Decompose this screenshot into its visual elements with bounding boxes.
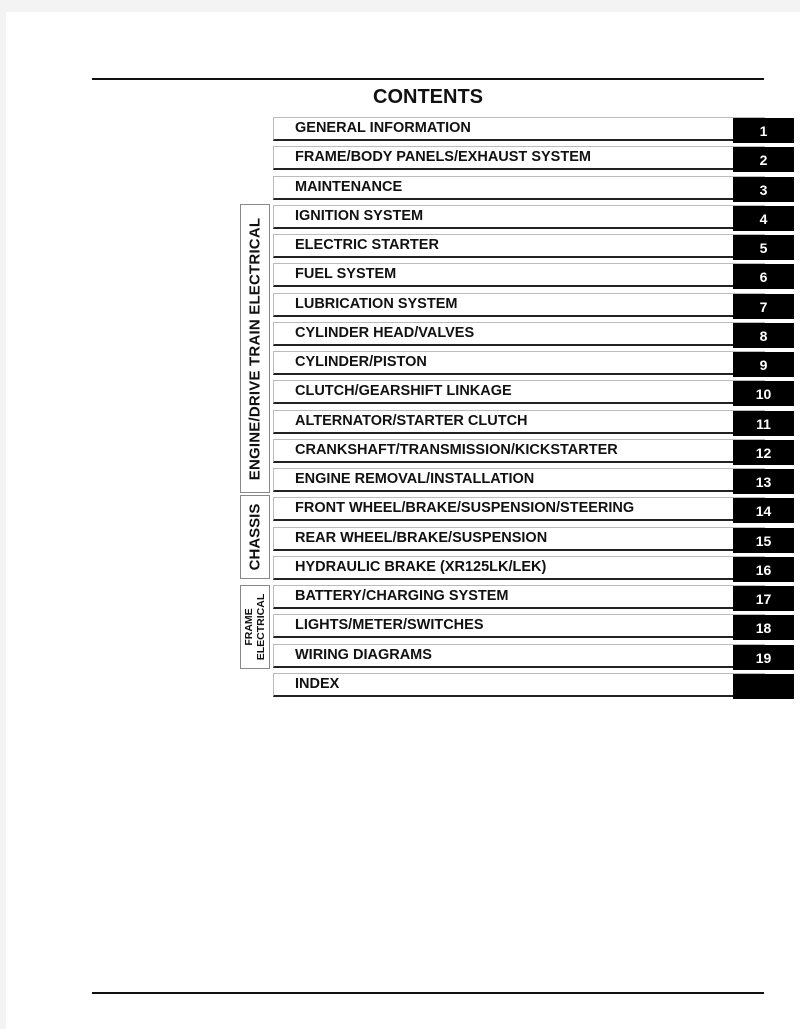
section-title: CYLINDER HEAD/VALVES <box>295 325 475 341</box>
section-number-tab[interactable]: 13 <box>733 469 794 494</box>
toc-row[interactable] <box>273 293 765 317</box>
section-title: REAR WHEEL/BRAKE/SUSPENSION <box>295 530 548 546</box>
toc-row[interactable] <box>273 410 765 434</box>
section-title: GENERAL INFORMATION <box>295 120 471 136</box>
toc-row[interactable] <box>273 205 765 229</box>
toc-row[interactable] <box>273 234 765 258</box>
section-number-tab[interactable]: 10 <box>733 381 794 406</box>
group-engine-drive-train <box>240 204 270 493</box>
section-number-tab[interactable]: 1 <box>733 118 794 143</box>
section-title: CRANKSHAFT/TRANSMISSION/KICKSTARTER <box>295 442 618 458</box>
section-number-tab[interactable]: 9 <box>733 352 794 377</box>
group-label-frame: FRAME <box>243 608 255 646</box>
section-number-tab[interactable]: 7 <box>733 294 794 319</box>
section-number-tab[interactable]: 2 <box>733 147 794 172</box>
section-number-tab[interactable]: 8 <box>733 323 794 348</box>
section-title: FRAME/BODY PANELS/EXHAUST SYSTEM <box>295 149 591 165</box>
section-number-tab[interactable] <box>733 674 794 699</box>
section-number-tab[interactable]: 14 <box>733 498 794 523</box>
toc-row[interactable] <box>273 322 765 346</box>
bottom-rule <box>92 992 764 994</box>
toc-row[interactable] <box>273 556 765 580</box>
section-title: LUBRICATION SYSTEM <box>295 296 458 312</box>
section-number-tab[interactable]: 4 <box>733 206 794 231</box>
toc-row[interactable] <box>273 263 765 287</box>
section-title: BATTERY/CHARGING SYSTEM <box>295 588 509 604</box>
section-title: FUEL SYSTEM <box>295 266 397 282</box>
toc-row[interactable] <box>273 380 765 404</box>
section-title: ALTERNATOR/STARTER CLUTCH <box>295 413 528 429</box>
group-label-electrical: ELECTRICAL <box>255 593 267 661</box>
group-frame-electrical <box>240 585 270 669</box>
toc-row[interactable] <box>273 644 765 668</box>
group-label-engine: ENGINE/DRIVE TRAIN ELECTRICAL <box>246 217 264 480</box>
toc-row[interactable] <box>273 439 765 463</box>
section-title: WIRING DIAGRAMS <box>295 647 432 663</box>
page-title: CONTENTS <box>373 86 483 108</box>
group-label-chassis: CHASSIS <box>246 503 264 571</box>
section-title: MAINTENANCE <box>295 179 403 195</box>
toc-row[interactable] <box>273 585 765 609</box>
section-number-tab[interactable]: 19 <box>733 645 794 670</box>
section-title: FRONT WHEEL/BRAKE/SUSPENSION/STEERING <box>295 500 635 516</box>
section-number-tab[interactable]: 17 <box>733 586 794 611</box>
section-title: INDEX <box>295 676 340 692</box>
toc-row[interactable] <box>273 614 765 638</box>
section-title: ELECTRIC STARTER <box>295 237 439 253</box>
toc-row[interactable] <box>273 117 765 141</box>
section-number-tab[interactable]: 3 <box>733 177 794 202</box>
section-number-tab[interactable]: 5 <box>733 235 794 260</box>
section-number-tab[interactable]: 11 <box>733 411 794 436</box>
section-number-tab[interactable]: 18 <box>733 615 794 640</box>
toc-row[interactable] <box>273 527 765 551</box>
section-title: ENGINE REMOVAL/INSTALLATION <box>295 471 535 487</box>
section-number-tab[interactable]: 15 <box>733 528 794 553</box>
toc-row[interactable] <box>273 468 765 492</box>
toc-row[interactable] <box>273 351 765 375</box>
group-chassis <box>240 495 270 579</box>
section-title: HYDRAULIC BRAKE (XR125LK/LEK) <box>295 559 547 575</box>
top-rule <box>92 78 764 80</box>
section-number-tab[interactable]: 6 <box>733 264 794 289</box>
group-label-frame-electrical <box>243 594 267 661</box>
section-title: IGNITION SYSTEM <box>295 208 424 224</box>
toc-row[interactable] <box>273 497 765 521</box>
section-title: CLUTCH/GEARSHIFT LINKAGE <box>295 383 512 399</box>
toc-row[interactable] <box>273 146 765 170</box>
toc-row[interactable] <box>273 673 765 697</box>
section-title: CYLINDER/PISTON <box>295 354 427 370</box>
section-number-tab[interactable]: 16 <box>733 557 794 582</box>
section-title: LIGHTS/METER/SWITCHES <box>295 617 484 633</box>
section-number-tab[interactable]: 12 <box>733 440 794 465</box>
toc-row[interactable] <box>273 176 765 200</box>
